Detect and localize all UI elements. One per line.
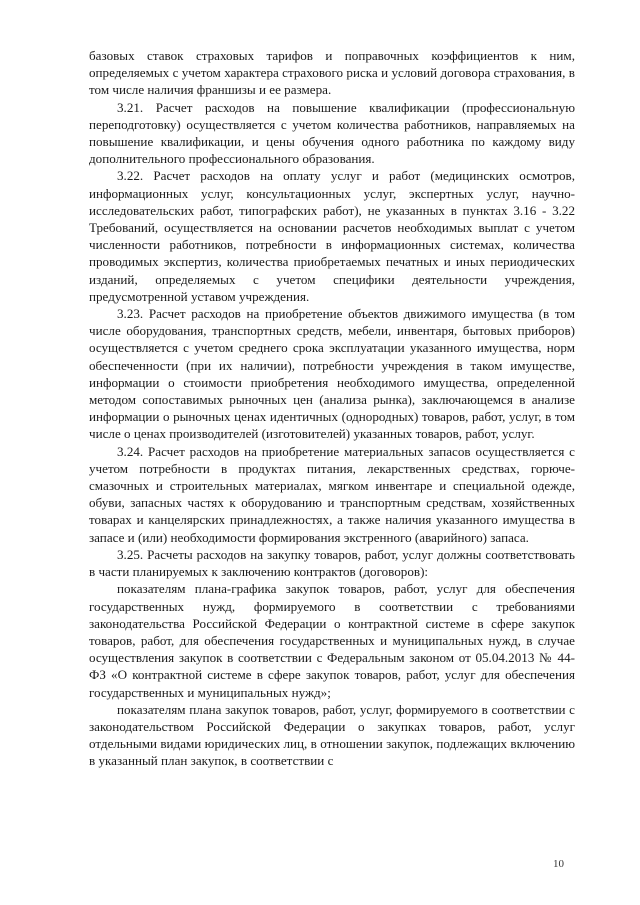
paragraph-3-23: 3.23. Расчет расходов на приобретение объектов движимого имущества (в том числе оборудования, транспортных средств, мебели, инвентаря, бытовых приборов) осуществляется с учетом среднего срока эксплуатации указанного имущества, норм обеспеченности (при их наличии), потребности учреждения в таком имуществе, информации о стоимости приобретения необходимого имущества, определенной методом сопоставимых рыночных цен (анализа рынка), заключающемся в анализе информации о рыночных ценах идентичных (однородных) товаров, работ, услуг, в том числе о ценах производителей (изготовителей) указанных товаров, работ, услуг.: [89, 306, 575, 442]
body-text: [89, 47, 575, 770]
paragraph-3-22: 3.22. Расчет расходов на оплату услуг и работ (медицинских осмотров, информационных услуг, консультационных услуг, экспертных услуг, научно-исследовательских работ, типографских работ), не указанных в пунктах 3.16 - 3.22 Требований, осуществляется на основании расчетов необходимых выплат с учетом численности работников, потребности в информационных системах, количества проводимых экспертиз, количества приобретаемых печатных и иных периодических изданий, определяемых с учетом специфики деятельности учреждения, предусмотренной уставом учреждения.: [89, 168, 575, 304]
page-number: 10: [553, 858, 564, 870]
paragraph-3-21: 3.21. Расчет расходов на повышение квалификации (профессиональную переподготовку) осуществляется с учетом количества работников, направляемых на повышение квалификации, и цены обучения одного работника по каждому виду дополнительного профессионального образования.: [89, 99, 575, 167]
paragraph-3-25: 3.25. Расчеты расходов на закупку товаров, работ, услуг должны соответствовать в части планируемых к заключению контрактов (договоров):: [89, 546, 575, 580]
paragraph-insurance-continuation: базовых ставок страховых тарифов и поправочных коэффициентов к ним, определяемых с учетом характера страхового риска и условий договора страхования, в том числе наличия франшизы и ее размера.: [89, 48, 575, 98]
paragraph-procurement-plan: показателям плана закупок товаров, работ, услуг, формируемого в соответствии с законодательством Российской Федерации о закупках товаров, работ, услуг отдельными видами юридических лиц, в отношении закупок, подлежащих включению в указанный план закупок, в соответствии с: [89, 701, 575, 769]
paragraph-plan-schedule: показателям плана-графика закупок товаров, работ, услуг для обеспечения государственных нужд, формируемого в соответствии с требованиями законодательства Российской Федерации о контрактной системе в сфере закупок товаров, работ, для обеспечения государственных и муниципальных нужд, в случае осуществления закупок в соответствии с Федеральным законом от 05.04.2013 № 44-ФЗ «О контрактной системе в сфере закупок товаров, работ, услуг для обеспечения государственных и муниципальных нужд»;: [89, 581, 575, 700]
paragraph-3-24: 3.24. Расчет расходов на приобретение материальных запасов осуществляется с учетом потребности в продуктах питания, лекарственных средствах, горюче-смазочных и строительных материалах, мягком инвентаре и специальной одежде, обуви, запасных частях к оборудованию и транспортным средствам, хозяйственных товарах и канцелярских принадлежностях, а также наличия указанного имущества в запасе и (или) необходимости формирования экстренного (аварийного) запаса.: [89, 443, 575, 545]
